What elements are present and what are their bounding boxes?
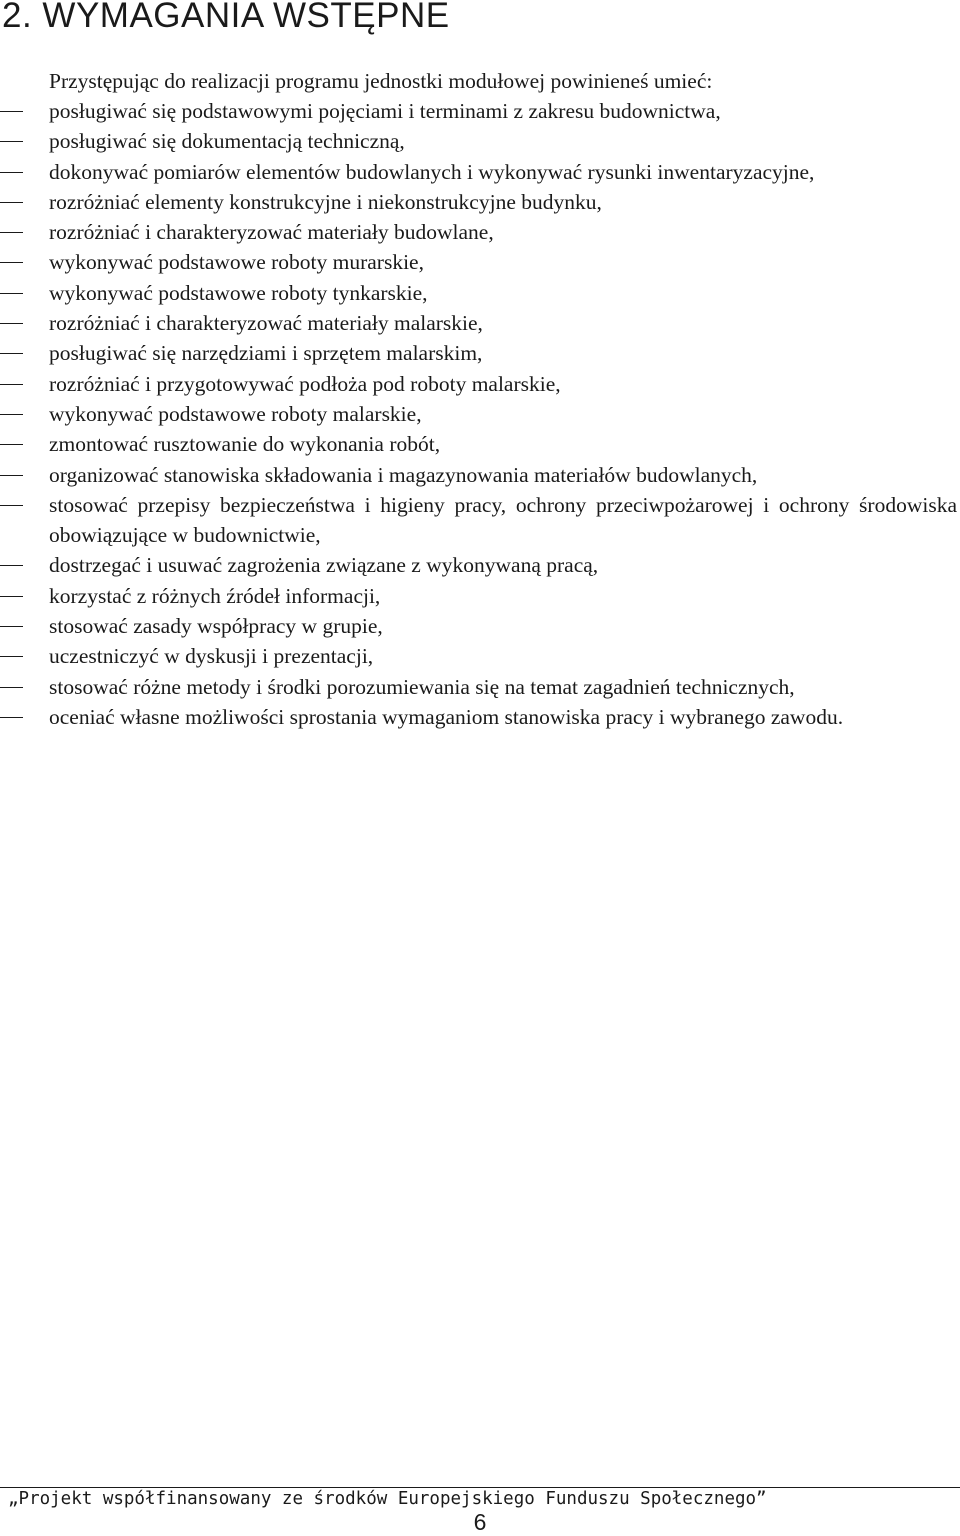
- dash-bullet-icon: [0, 414, 23, 415]
- skill-item: [0, 247, 957, 277]
- skill-item: [0, 157, 957, 187]
- dash-bullet-icon: [0, 656, 23, 657]
- skill-item: [0, 641, 957, 671]
- skill-text: wykonywać podstawowe roboty malarskie,: [49, 401, 422, 426]
- skill-text: korzystać z różnych źródeł informacji,: [49, 583, 381, 608]
- dash-bullet-icon: [0, 505, 23, 506]
- skill-text: uczestniczyć w dyskusji i prezentacji,: [49, 644, 374, 669]
- skill-text: stosować zasady współpracy w grupie,: [49, 614, 383, 639]
- dash-bullet-icon: [0, 262, 23, 263]
- footer-project-note: „Projekt współfinansowany ze środków Europejskiego Funduszu Społecznego”: [8, 1489, 767, 1509]
- skill-item: [0, 187, 957, 217]
- skill-item: [0, 429, 957, 459]
- skill-text: rozróżniać i charakteryzować materiały malarskie,: [49, 311, 483, 336]
- page-number: 6: [473, 1509, 487, 1535]
- dash-bullet-icon: [0, 384, 23, 385]
- skill-item: [0, 460, 957, 490]
- section-heading: 2. WYMAGANIA WSTĘPNE: [2, 0, 450, 35]
- skill-item: [0, 672, 957, 702]
- dash-bullet-icon: [0, 172, 23, 173]
- skill-item: [0, 96, 957, 126]
- dash-bullet-icon: [0, 353, 23, 354]
- skill-item: [0, 611, 957, 641]
- skill-text: rozróżniać i charakteryzować materiały budowlane,: [49, 220, 494, 245]
- dash-bullet-icon: [0, 111, 23, 112]
- dash-bullet-icon: [0, 141, 23, 142]
- skill-item: [0, 702, 957, 732]
- dash-bullet-icon: [0, 323, 23, 324]
- dash-bullet-icon: [0, 626, 23, 627]
- skill-text: wykonywać podstawowe roboty murarskie,: [49, 250, 424, 275]
- dash-bullet-icon: [0, 444, 23, 445]
- skill-text: organizować stanowiska składowania i magazynowania materiałów budowlanych,: [49, 462, 758, 487]
- skill-item: [0, 278, 957, 308]
- skill-item: [0, 217, 957, 247]
- skill-item: [0, 550, 957, 580]
- skill-text: oceniać własne możliwości sprostania wymaganiom stanowiska pracy i wybranego zawodu.: [49, 704, 844, 729]
- dash-bullet-icon: [0, 293, 23, 294]
- skill-text: posługiwać się narzędziami i sprzętem malarskim,: [49, 341, 483, 366]
- skill-text: dostrzegać i usuwać zagrożenia związane z wykonywaną pracą,: [49, 553, 599, 578]
- skill-text: wykonywać podstawowe roboty tynkarskie,: [49, 280, 428, 305]
- skill-item: [0, 338, 957, 368]
- dash-bullet-icon: [0, 475, 23, 476]
- skill-text: rozróżniać elementy konstrukcyjne i niekonstrukcyjne budynku,: [49, 189, 602, 214]
- skill-text: stosować przepisy bezpieczeństwa i higieny pracy, ochrony przeciwpożarowej i ochrony środowiska obowiązujące w budownictwie,: [49, 492, 957, 548]
- skill-item: [0, 369, 957, 399]
- skill-text: posługiwać się podstawowymi pojęciami i terminami z zakresu budownictwa,: [49, 99, 721, 123]
- skill-item: [0, 490, 957, 551]
- dash-bullet-icon: [0, 596, 23, 597]
- skill-item: [0, 581, 957, 611]
- intro-text: Przystępując do realizacji programu jednostki modułowej powinieneś umieć:: [49, 69, 713, 93]
- skill-item: [0, 399, 957, 429]
- dash-bullet-icon: [0, 232, 23, 233]
- skills-list: [0, 96, 957, 732]
- dash-bullet-icon: [0, 717, 23, 718]
- skill-item: [0, 126, 957, 156]
- skill-item: [0, 308, 957, 338]
- dash-bullet-icon: [0, 565, 23, 566]
- dash-bullet-icon: [0, 687, 23, 688]
- skill-text: posługiwać się dokumentacją techniczną,: [49, 129, 405, 154]
- dash-bullet-icon: [0, 202, 23, 203]
- skill-text: rozróżniać i przygotowywać podłoża pod roboty malarskie,: [49, 371, 561, 396]
- skill-text: stosować różne metody i środki porozumiewania się na temat zagadnień technicznych,: [49, 674, 795, 699]
- skill-text: zmontować rusztowanie do wykonania robót,: [49, 432, 441, 457]
- skill-text: dokonywać pomiarów elementów budowlanych i wykonywać rysunki inwentaryzacyjne,: [49, 159, 815, 184]
